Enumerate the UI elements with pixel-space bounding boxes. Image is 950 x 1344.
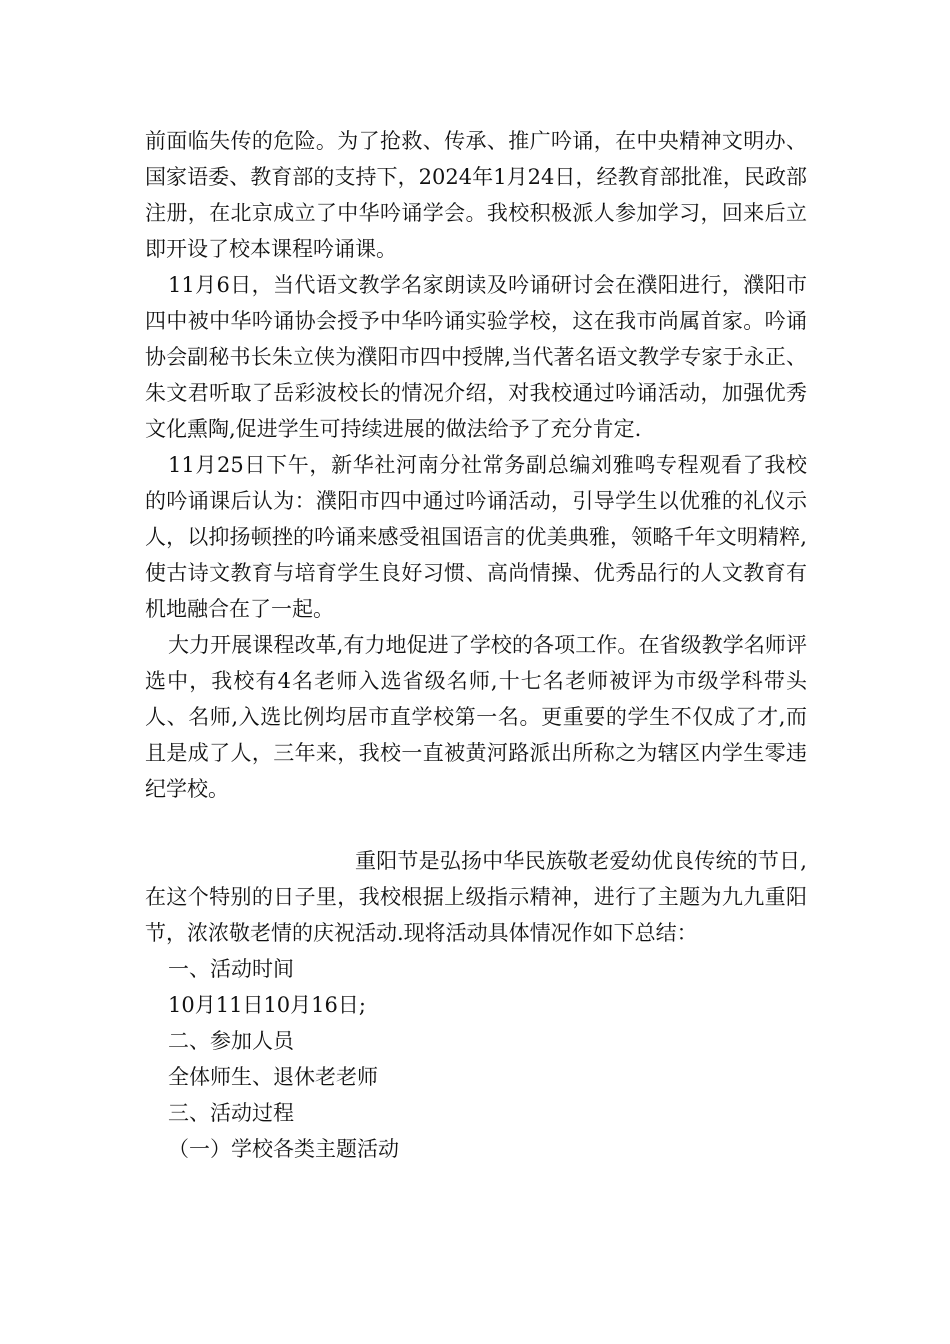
- paragraph-chanting-society: 前面临失传的危险。为了抢救、传承、推广吟诵，在中央精神文明办、国家语委、教育部的支持下，2024年1月24日，经教育部批准，民政部注册，在北京成立了中华吟诵学会。我校积极派人参加学习，回来后立即开设了校本课程吟诵课。: [145, 129, 807, 261]
- paragraph-seminar: 11月6日，当代语文教学名家朗读及吟诵研讨会在濮阳进行，濮阳市四中被中华吟诵协会授予中华吟诵实验学校，这在我市尚属首家。吟诵协会副秘书长朱立侠为濮阳市四中授牌,当代著名语文教学专家于永正、朱文君听取了岳彩波校长的情况介绍，对我校通过吟诵活动，加强优秀文化熏陶,促进学生可持续进展的做法给予了充分肯定.: [145, 273, 807, 441]
- paragraph-xinhua-visit: 11月25日下午，新华社河南分社常务副总编刘雅鸣专程观看了我校的吟诵课后认为：濮阳市四中通过吟诵活动，引导学生以优雅的礼仪示人，以抑扬顿挫的吟诵来感受祖国语言的优美典雅，领略千年文明精粹,使古诗文教育与培育学生良好习惯、高尚情操、优秀品行的人文教育有机地融合在了一起。: [145, 453, 807, 621]
- item-participants-heading: 二、参加人员: [168, 1029, 294, 1053]
- item-school-activities-heading: （一）学校各类主题活动: [168, 1137, 399, 1161]
- paragraph-chongyang-intro: 重阳节是弘扬中华民族敬老爱幼优良传统的节日,在这个特别的日子里，我校根据上级指示精神，进行了主题为九九重阳节，浓浓敬老情的庆祝活动.现将活动具体情况作如下总结：: [145, 849, 807, 945]
- blank-line: [145, 807, 807, 843]
- paragraph-curriculum-reform: 大力开展课程改革,有力地促进了学校的各项工作。在省级教学名师评选中，我校有4名老师入选省级名师,十七名老师被评为市级学科带头人、名师,入选比例均居市直学校第一名。更重要的学生不仅成了才,而且是成了人，三年来，我校一直被黄河路派出所称之为辖区内学生零违纪学校。: [145, 633, 807, 801]
- item-activity-time-heading: 一、活动时间: [168, 957, 294, 981]
- document-page: [145, 123, 807, 1167]
- item-process-heading: 三、活动过程: [168, 1101, 294, 1125]
- item-activity-dates: 10月11日10月16日;: [168, 993, 366, 1017]
- item-participants: 全体师生、退休老老师: [168, 1065, 378, 1089]
